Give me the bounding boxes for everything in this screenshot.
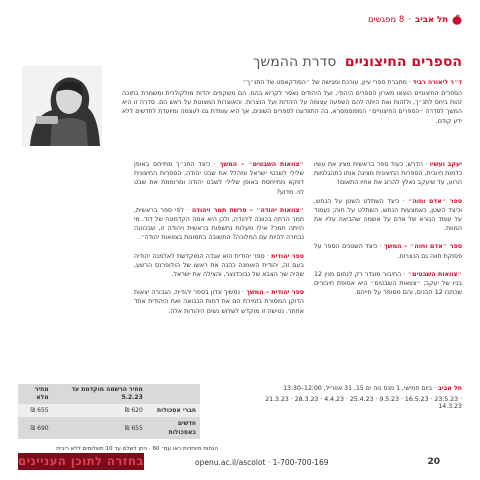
price-full: 655 ₪: [18, 404, 53, 417]
text-column-left: [134, 160, 304, 325]
contact-separator: ·: [267, 458, 273, 467]
lesson-heading: ספר יהודית – המשך: [246, 289, 305, 297]
page-number: 20: [427, 457, 440, 467]
title-sub: סדרת ההמשך: [252, 54, 337, 70]
lesson-heading: ״צוואות השבטים״ – המשך: [219, 161, 305, 168]
lesson-paragraph: [314, 242, 462, 260]
lesson-paragraph: [314, 270, 462, 298]
price-row-label: חדשים באסכולות: [147, 417, 200, 439]
lecturer-name: ד״ר ליאורה רביד: [412, 79, 462, 86]
schedule-line: [283, 384, 462, 393]
lecturer-description: · מחברת ספרי עיון, עורכת ומגישה של ״הפודקאסט של התנ״ך״: [242, 79, 413, 86]
lesson-text: · החיבור מוגדר רק לנחום מנין 12 בניו של יעקב; ״צוואות השבטים״ היא אסופת חיבורים שכתבו 12 הבנים, והם מסופר על חייהם.: [314, 270, 462, 297]
price-col-full: מחיר מלא: [18, 384, 53, 404]
lesson-heading: ספר ״אדם וחוה״ – המשך: [384, 243, 462, 251]
lesson-paragraph: [134, 252, 304, 280]
schedule-city: תל אביב: [438, 385, 462, 392]
lesson-text: · כיצד השתלט השטן על הנחש, וכיצד השטן, כאמצעות הנחש, השתלט על חוה; נעמוד על עומד הנורא של אדם על אשמה שהביאה עליו את המוות.: [314, 197, 462, 233]
price-early: 620 ₪: [53, 404, 147, 417]
lesson-heading: יעקב ועשיו: [429, 161, 462, 168]
lesson-paragraph: [134, 206, 304, 243]
price-full: 690 ₪: [18, 417, 53, 439]
header-sessions: 8 מפגשים: [368, 14, 405, 25]
lesson-heading: ספר יהודית: [271, 252, 304, 260]
lesson-text: · כיצד השטנים הספר על פסוקת חווה גם הנצרות.: [314, 243, 462, 260]
apple-icon: [452, 14, 462, 25]
lecturer-line: [122, 78, 462, 87]
price-col-early: מחיר הרשמה מוקדמת עד 5.2.23: [53, 384, 147, 404]
header-separator: ·: [408, 14, 412, 25]
lesson-heading: ״צוואות יהודה״ – פרשת תמר ויהודה: [191, 206, 305, 214]
lesson-text: · הדרש, כעוד ספר בראשית מציג את עשיו כדמות חיובית, הספרות החיצונית מציגה אותו כתהגלמות הרוע, עד שיעקב נאלץ להרוג את אחיו התאום!: [314, 161, 462, 187]
lecturer-photo: [22, 66, 102, 146]
title-main: הספרים החיצוניים: [344, 54, 462, 70]
lesson-text: · נמשיך ונדון בספר יהודית, הגבורה יצאות הדוקן המסורת בזמירת הם את דמות הנבואה ואת היהודית אחד אחתר. נטישה זו מוקדש לשלוש נשים היהודות אלה.: [134, 289, 304, 315]
lesson-heading: ספר ״אדם וחוה״: [407, 197, 463, 205]
lesson-text: · ספר יהודית הוא אגדה המוקדשת לאלמנה יהודיה בעם זה, יהודית האומנה כהנה את ראשו של הולופרנס הרשע, שהיה שר הצבא של נבוכדנצר, והצילה את ישראל.: [134, 252, 304, 279]
phone-number: 1-700-700-169: [272, 458, 329, 467]
site-link[interactable]: openu.ac.il/ascolot: [195, 458, 266, 467]
lesson-paragraph: [314, 160, 462, 188]
lesson-paragraph: [134, 288, 304, 316]
intro-paragraph: הספרים החיצוניים הוצאו מארון הספרים היהודי, ועל היהודים נאסר לקרוא בהם. הם משקפים יהדות מולקולרית ומשמרת בתוכה זהות ביחס לתנ״ך, ולזהות ואת היתה להם השפעה עצומה על היהדות ועל הנצרות. והאוצרות המצוטת על ראש הם. סדרה זו היא המשך לסדרה ״הספרים החיצוניים״ המפוסמסרא, בה התוודענו לספרים השונים, אך היא עומדת גם לעצמה ומיועדת לחדשים ללא ידע קודם.: [122, 90, 462, 125]
contact-line: [195, 458, 329, 467]
text-column-right: [314, 160, 462, 306]
price-table-header: [18, 384, 200, 404]
price-table: [18, 384, 200, 439]
schedule-dates: 21.3.23 · 28.3.23 · 4.4.23 · 25.4.23 · 9.5.23 · 16.5.23 · 23.5.23 · 14.3.23: [265, 396, 462, 410]
price-row-label: חברי אסכולות: [147, 404, 200, 417]
header-city: תל אביב: [415, 14, 448, 25]
schedule-details: · ביום חמישי, 1 מנס נוה ים 15, 31 אפריל, 12:00–13:30: [283, 385, 438, 392]
lesson-paragraph: [314, 197, 462, 234]
page-header: [368, 14, 462, 25]
lesson-paragraph: [134, 160, 304, 197]
price-early: 655 ₪: [53, 417, 147, 439]
discount-note: הנחות מיוחדות ראו עמ׳ 60 · ניתן לשלם עד 10 תשלומים ללא ריבית: [56, 446, 218, 452]
back-to-contents-button[interactable]: בחזרה לתוכן העניינים: [18, 454, 144, 468]
table-row: [18, 404, 200, 417]
lesson-text: · כיצד התנ״ך מתייחס באופן שלילי לשבטי ישראל ומהלל את שבט יהודה, הספרות החיצונית דווקא מתייחסת באופן שלילי לשבט יהודה ומרוממת את שבט לוי. מדוע?: [134, 161, 304, 196]
lesson-text: · לפי ספר בראשית, תמר הרתה בכוונה ליהודה, ולכן היא אמה הקדמונה של דוד. מי הייתה תמר? אילו מעלות נחשפות בראשית ויהודה זו, שבכוונה נבחרה להיות עם המלוכה? התשובה בתמונות בצוואות יהודה״.: [134, 206, 304, 242]
table-row: [18, 417, 200, 439]
lesson-heading: ״צוואות השבטים״: [407, 270, 462, 278]
